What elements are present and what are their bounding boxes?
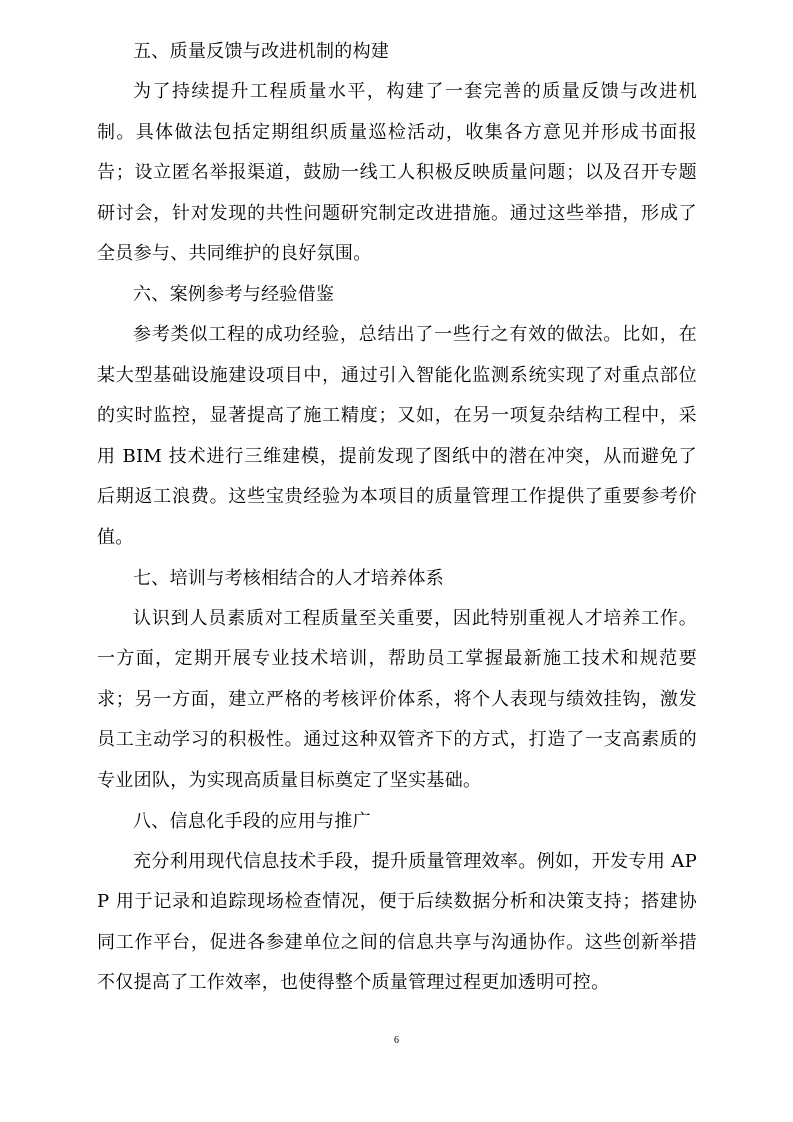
- section-case-reference: [97, 275, 697, 559]
- section-paragraph: 充分利用现代信息技术手段，提升质量管理效率。例如，开发专用 APP 用于记录和追踪现场检查情况，便于后续数据分析和决策支持；搭建协同工作平台，促进各参建单位之间的信息共享与沟通协作。这些创新举措不仅提高了工作效率，也使得整个质量管理过程更加透明可控。: [97, 850, 697, 994]
- section-paragraph: 参考类似工程的成功经验，总结出了一些行之有效的做法。比如，在某大型基础设施建设项目中，通过引入智能化监测系统实现了对重点部位的实时监控，显著提高了施工精度；又如，在另一项复杂结构工程中，采用 BIM 技术进行三维建模，提前发现了图纸中的潜在冲突，从而避免了后期返工浪费。这些宝贵经验为本项目的质量管理工作提供了重要参考价值。: [97, 323, 697, 548]
- section-informatization: [97, 802, 697, 1004]
- page-number: 6: [394, 1035, 399, 1046]
- section-heading: 七、培训与考核相结合的人才培养体系: [133, 567, 445, 589]
- document-body: [97, 32, 697, 1004]
- section-heading: 五、质量反馈与改进机制的构建: [133, 41, 390, 62]
- section-training-system: [97, 559, 697, 802]
- section-paragraph: 认识到人员素质对工程质量至关重要，因此特别重视人才培养工作。一方面，定期开展专业技术培训，帮助员工掌握最新施工技术和规范要求；另一方面，建立严格的考核评价体系，将个人表现与绩效挂钩，激发员工主动学习的积极性。通过这种双管齐下的方式，打造了一支高素质的专业团队，为实现高质量目标奠定了坚实基础。: [97, 607, 697, 791]
- section-heading: 八、信息化手段的应用与推广: [133, 810, 371, 832]
- section-heading: 六、案例参考与经验借鉴: [133, 283, 335, 305]
- section-feedback-mechanism: [97, 32, 697, 275]
- section-paragraph: 为了持续提升工程质量水平，构建了一套完善的质量反馈与改进机制。具体做法包括定期组织质量巡检活动，收集各方意见并形成书面报告；设立匿名举报渠道，鼓励一线工人积极反映质量问题；以及召开专题研讨会，针对发现的共性问题研究制定改进措施。通过这些举措，形成了全员参与、共同维护的良好氛围。: [97, 81, 697, 265]
